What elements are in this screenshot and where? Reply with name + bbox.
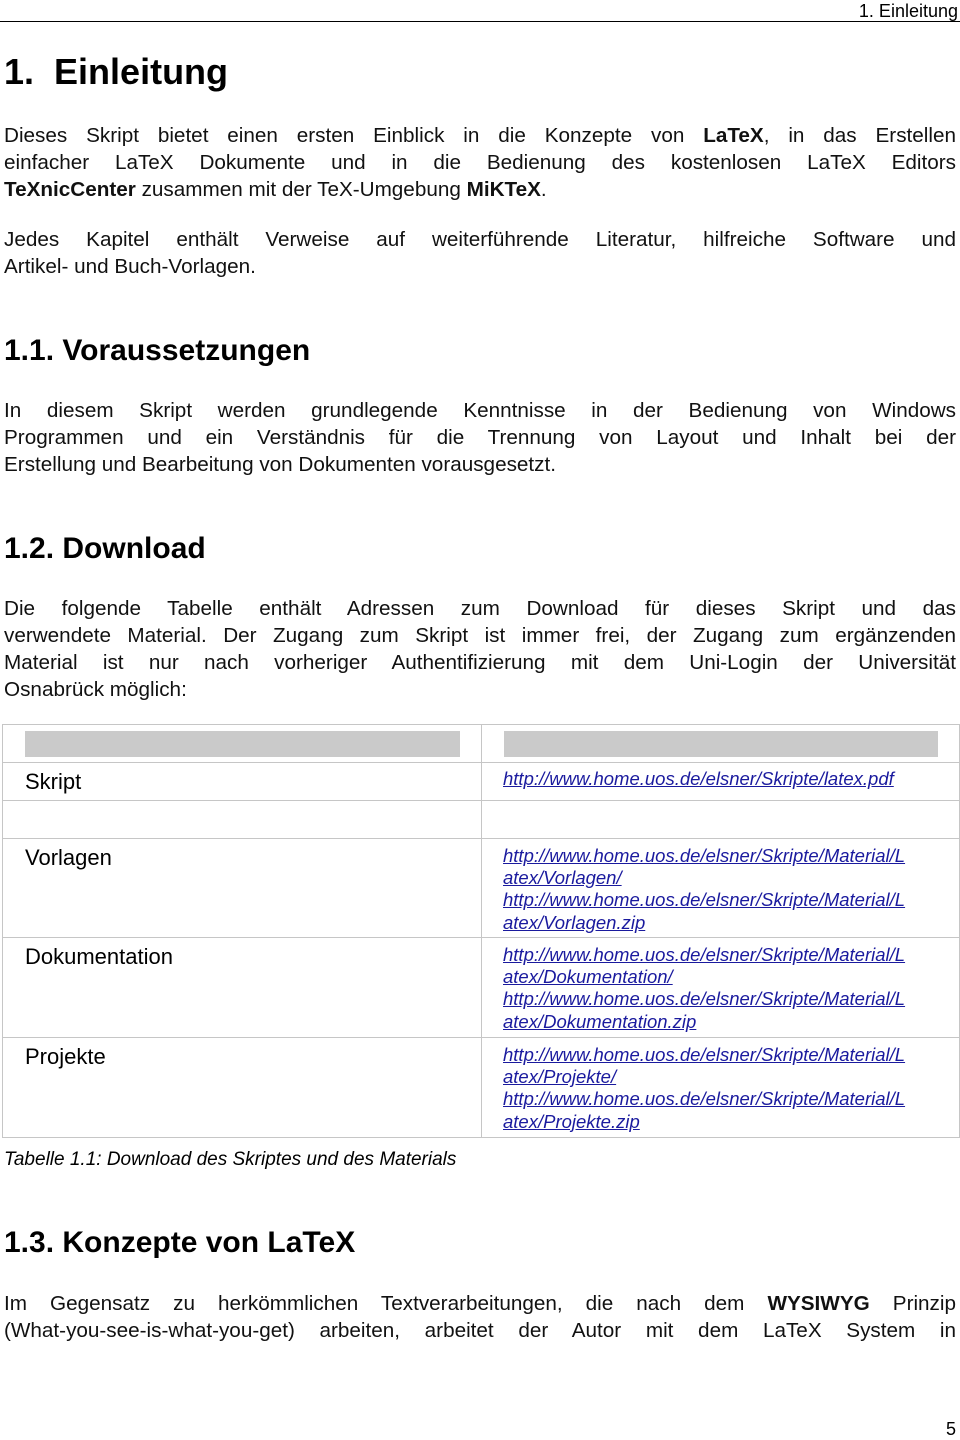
chapter-number: 1.: [4, 51, 35, 92]
table-cell: [482, 938, 960, 1038]
section-title: Voraussetzungen: [62, 334, 311, 367]
table-header-cell: [482, 725, 960, 763]
section-heading-1-2: [4, 529, 206, 569]
header-bar: [504, 731, 938, 757]
text-line: [4, 1290, 956, 1317]
text-line: Die folgende Tabelle enthält Adressen zum Download für dieses Skript und das: [4, 597, 956, 620]
table-cell: [482, 763, 960, 801]
text-run: Im Gegensatz zu herkömmlichen Textverarbeitungen, die nach dem: [4, 1292, 768, 1315]
table-row: [3, 763, 960, 801]
concepts-paragraph: [4, 1290, 956, 1344]
table-cell: [3, 839, 482, 938]
text-run: .: [540, 178, 547, 201]
text-line: [4, 176, 956, 203]
text-line: Material ist nur nach vorheriger Authentifizierung mit dem Uni-Login der Universität: [4, 651, 956, 674]
row-label: Skript: [25, 769, 82, 794]
download-link[interactable]: atex/Projekte.zip: [503, 1110, 640, 1132]
download-link[interactable]: http://www.home.uos.de/elsner/Skripte/Material/L: [503, 1044, 906, 1065]
section-heading-1-3: [4, 1223, 355, 1263]
text-line: In diesem Skript werden grundlegende Kenntnisse in der Bedienung von Windows: [4, 399, 956, 422]
text-line: Erstellung und Bearbeitung von Dokumenten vorausgesetzt.: [4, 453, 557, 476]
download-link[interactable]: atex/Dokumentation/: [503, 966, 673, 988]
download-paragraph: [4, 595, 956, 703]
intro-paragraph: [4, 122, 956, 203]
download-link[interactable]: atex/Vorlagen.zip: [503, 911, 646, 933]
download-link[interactable]: atex/Projekte/: [503, 1066, 617, 1088]
running-header: 1. Einleitung: [858, 1, 958, 21]
table-cell: [3, 938, 482, 1038]
text-line: verwendete Material. Der Zugang zum Skript ist immer frei, der Zugang zum ergänzenden: [4, 624, 956, 647]
bold-term: TeXnicCenter: [4, 178, 136, 201]
download-link[interactable]: http://www.home.uos.de/elsner/Skripte/Material/L: [503, 889, 906, 911]
row-label: Projekte: [25, 1044, 106, 1069]
table-spacer-row: [3, 801, 960, 839]
download-link[interactable]: atex/Dokumentation.zip: [503, 1010, 697, 1032]
table-cell: [3, 763, 482, 801]
chapter-heading: [4, 48, 228, 96]
text-line: [4, 122, 956, 149]
page-number: 5: [945, 1419, 956, 1439]
intro-paragraph-2: [4, 226, 956, 280]
download-link[interactable]: http://www.home.uos.de/elsner/Skripte/Material/L: [503, 944, 906, 965]
text-line: (What-you-see-is-what-you-get) arbeiten, arbeitet der Autor mit dem LaTeX System in: [4, 1319, 956, 1342]
download-link[interactable]: atex/Vorlagen/: [503, 867, 622, 889]
download-link[interactable]: http://www.home.uos.de/elsner/Skripte/Material/L: [503, 845, 906, 866]
text-run: Dieses Skript bietet einen ersten Einblick in die Konzepte von: [4, 124, 704, 147]
text-run: Prinzip: [869, 1292, 956, 1315]
table-row: [3, 1038, 960, 1138]
download-link[interactable]: http://www.home.uos.de/elsner/Skripte/Material/L: [503, 1088, 906, 1110]
row-label: Dokumentation: [25, 944, 173, 969]
download-table: [2, 724, 960, 1138]
text-line: Osnabrück möglich:: [4, 678, 187, 701]
section-number: 1.3.: [4, 1226, 55, 1259]
text-line: Jedes Kapitel enthält Verweise auf weiterführende Literatur, hilfreiche Software und: [4, 228, 956, 251]
section-heading-1-1: [4, 331, 310, 371]
text-line: Programmen und ein Verständnis für die Trennung von Layout und Inhalt bei der: [4, 426, 956, 449]
row-label: Vorlagen: [25, 845, 112, 870]
section-number: 1.1.: [4, 334, 55, 367]
text-line: einfacher LaTeX Dokumente und in die Bedienung des kostenlosen LaTeX Editors: [4, 151, 956, 174]
download-link[interactable]: http://www.home.uos.de/elsner/Skripte/latex.pdf: [503, 768, 894, 789]
text-line: Artikel- und Buch-Vorlagen.: [4, 255, 256, 278]
section-number: 1.2.: [4, 532, 55, 565]
table-cell: [482, 839, 960, 938]
bold-term: MiKTeX: [466, 178, 541, 201]
download-link[interactable]: http://www.home.uos.de/elsner/Skripte/Material/L: [503, 988, 906, 1010]
table-cell: [482, 801, 960, 839]
text-run: , in das Erstellen: [763, 124, 957, 147]
table-header-row: [3, 725, 960, 763]
header-bar: [25, 731, 460, 757]
bold-term: LaTeX: [703, 124, 764, 147]
bold-term: WYSIWYG: [767, 1292, 870, 1315]
table-row: [3, 839, 960, 938]
section-title: Konzepte von LaTeX: [62, 1226, 356, 1259]
table-cell: [482, 1038, 960, 1138]
table-caption: Tabelle 1.1: Download des Skriptes und des Materials: [4, 1149, 457, 1170]
table-row: [3, 938, 960, 1038]
table-cell: [3, 801, 482, 839]
chapter-title: Einleitung: [54, 51, 229, 92]
table-header-cell: [3, 725, 482, 763]
prerequisites-paragraph: [4, 397, 956, 478]
text-run: zusammen mit der TeX-Umgebung: [135, 178, 467, 201]
header-rule: [0, 21, 960, 22]
table-cell: [3, 1038, 482, 1138]
section-title: Download: [62, 532, 206, 565]
